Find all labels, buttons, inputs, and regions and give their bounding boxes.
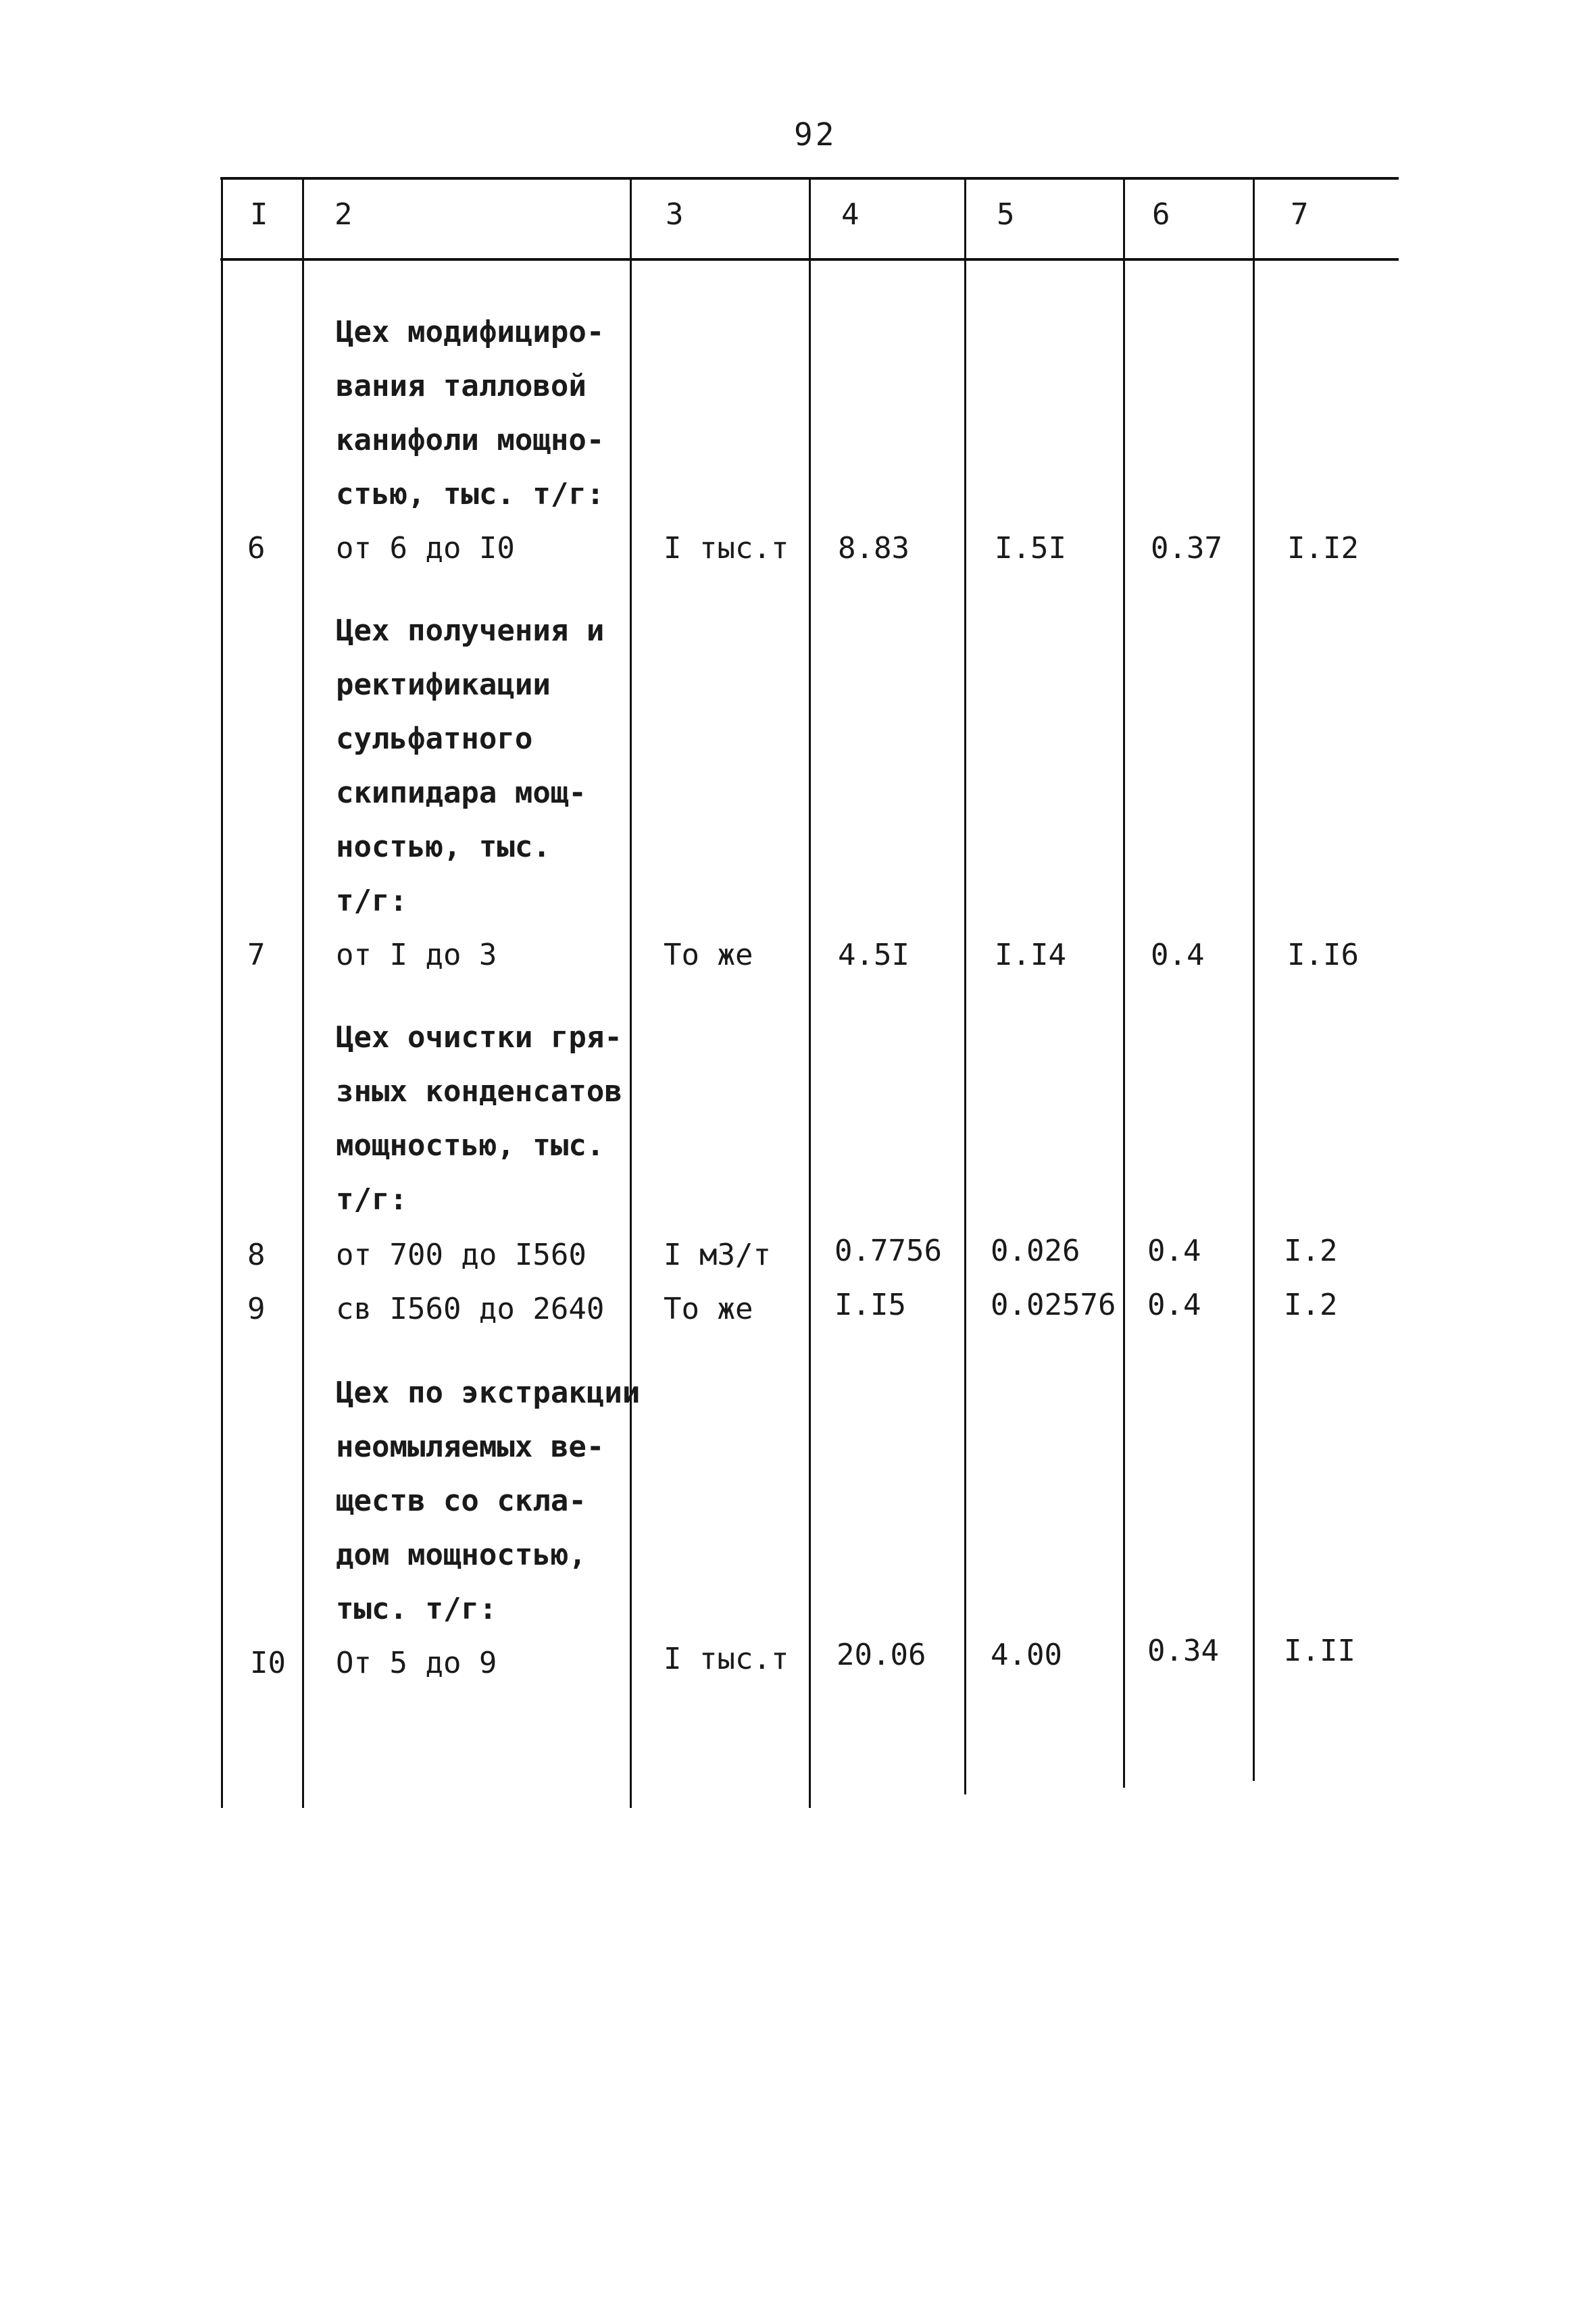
column-divider xyxy=(221,178,223,1808)
header-col-4: 4 xyxy=(841,197,859,232)
value-col-6: 0.37 xyxy=(1151,531,1222,565)
description-line: неомыляемых ве- xyxy=(336,1430,605,1464)
description-line: Цех по экстракции xyxy=(336,1376,641,1410)
value-col-6: 0.4 xyxy=(1151,938,1205,972)
capacity-range: от 6 до I0 xyxy=(336,531,515,565)
description-line: ществ со скла- xyxy=(336,1484,587,1518)
header-col-2: 2 xyxy=(334,197,353,232)
description-line: мощностью, тыс. xyxy=(336,1128,605,1163)
description-line: ректификации xyxy=(336,668,551,702)
description-line: скипидара мощ- xyxy=(336,776,587,810)
column-divider xyxy=(809,178,811,1808)
description-line: стью, тыс. т/г: xyxy=(336,477,605,511)
value-col-5: 4.00 xyxy=(991,1638,1062,1672)
header-col-5: 5 xyxy=(997,197,1015,232)
description-line: т/г: xyxy=(336,884,407,918)
value-col-5: 0.026 xyxy=(991,1234,1080,1268)
unit: I тыс.т xyxy=(664,1642,789,1676)
value-col-7: I.I2 xyxy=(1287,531,1359,565)
unit: I м3/т xyxy=(664,1238,771,1272)
column-divider xyxy=(1123,178,1125,1788)
unit: I тыс.т xyxy=(664,531,789,565)
value-col-4: I.I5 xyxy=(834,1288,906,1322)
value-col-7: I.2 xyxy=(1284,1234,1338,1268)
value-col-5: I.5I xyxy=(995,531,1066,565)
value-col-6: 0.4 xyxy=(1147,1234,1201,1268)
description-line: вания талловой xyxy=(336,369,587,403)
value-col-6: 0.34 xyxy=(1147,1634,1219,1668)
row-number: 6 xyxy=(247,531,266,565)
row-number: 8 xyxy=(247,1238,266,1272)
column-divider xyxy=(1253,178,1255,1781)
capacity-range: От 5 до 9 xyxy=(336,1646,497,1680)
column-divider xyxy=(302,178,304,1808)
value-col-7: I.2 xyxy=(1284,1288,1338,1322)
description-line: зных конденсатов xyxy=(336,1074,622,1109)
row-number: I0 xyxy=(250,1646,286,1680)
page-number: 92 xyxy=(794,116,837,153)
value-col-6: 0.4 xyxy=(1147,1288,1201,1322)
header-col-6: 6 xyxy=(1152,197,1170,232)
description-line: Цех получения и xyxy=(336,613,605,648)
value-col-4: 0.7756 xyxy=(834,1234,942,1268)
value-col-4: 4.5I xyxy=(838,938,909,972)
header-col-7: 7 xyxy=(1291,197,1309,232)
capacity-range: от I до 3 xyxy=(336,938,497,972)
description-line: тыс. т/г: xyxy=(336,1592,497,1626)
description-line: сульфатного xyxy=(336,722,533,756)
value-col-4: 20.06 xyxy=(837,1638,926,1672)
value-col-7: I.I6 xyxy=(1287,938,1359,972)
description-line: Цех очистки гря- xyxy=(336,1020,622,1055)
header-col-3: 3 xyxy=(666,197,684,232)
unit: То же xyxy=(664,1292,753,1326)
column-divider xyxy=(630,178,632,1808)
value-col-4: 8.83 xyxy=(838,531,909,565)
description-line: канифоли мощно- xyxy=(336,423,605,457)
value-col-7: I.II xyxy=(1284,1634,1355,1668)
description-line: дом мощностью, xyxy=(336,1538,587,1572)
description-line: ностью, тыс. xyxy=(336,830,551,864)
description-line: т/г: xyxy=(336,1182,407,1217)
capacity-range: от 700 до I560 xyxy=(336,1238,587,1272)
description-line: Цех модифициро- xyxy=(336,315,605,349)
value-col-5: 0.02576 xyxy=(991,1288,1116,1322)
row-number: 9 xyxy=(247,1292,266,1326)
unit: То же xyxy=(664,938,753,972)
column-divider xyxy=(964,178,966,1794)
row-number: 7 xyxy=(247,938,266,972)
header-col-1: I xyxy=(250,197,268,232)
capacity-range: св I560 до 2640 xyxy=(336,1292,605,1326)
value-col-5: I.I4 xyxy=(995,938,1066,972)
